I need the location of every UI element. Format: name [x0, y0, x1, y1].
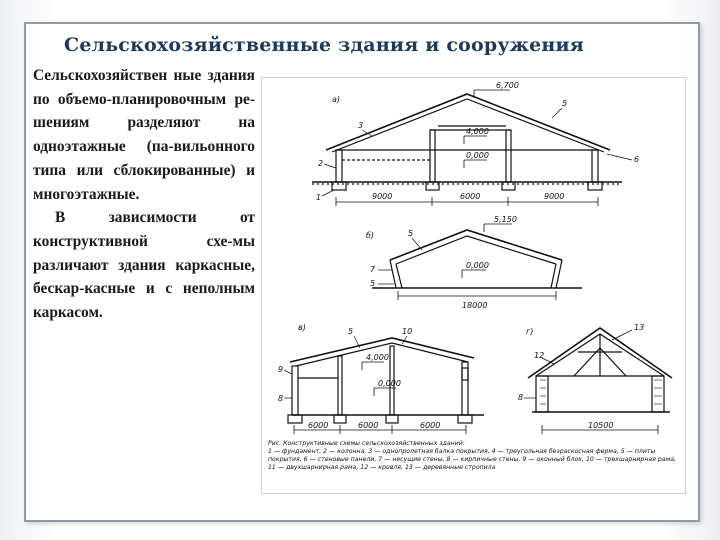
elevation-v-floor: 0,000: [378, 379, 401, 388]
elevation-a-floor: 0,000: [466, 151, 489, 160]
callout-10-v: 10: [402, 327, 413, 336]
elevation-a-top: 6,700: [496, 81, 519, 90]
callout-3-a: 3: [358, 121, 364, 130]
callout-9-v: 9: [278, 365, 284, 374]
callout-7-b: 7: [370, 265, 376, 274]
elevation-v-mid: 4,000: [366, 353, 389, 362]
scheme-v-label: в): [298, 323, 306, 332]
span-a2: 6000: [460, 192, 481, 201]
caption-title: Рис. Конструктивные схемы сельскохозяйственных зданий:: [268, 440, 465, 447]
drawings-svg: [262, 78, 685, 493]
span-v1: 6000: [308, 421, 329, 430]
paragraph-structural-schemes: В зависимости от конструктивной схе-мы различают здания каркасные, бескар-касные и с неполным каркасом.: [33, 209, 255, 322]
span-b: 18000: [462, 301, 488, 310]
callout-5-b2: 5: [370, 279, 376, 288]
callout-5-a: 5: [562, 99, 568, 108]
callout-12-g: 12: [534, 351, 545, 360]
paragraph-building-types: Сельскохозяйствен ные здания по объемо-планировочным ре-шениям разделяют на одноэтажные (па-вильонного типа или сблокированные) и многоэтажные.: [33, 67, 255, 203]
span-a1: 9000: [372, 192, 393, 201]
callout-6-a: 6: [634, 155, 640, 164]
elevation-b-floor: 0,000: [466, 261, 489, 270]
scheme-b-label: б): [366, 231, 375, 240]
figure-caption: [268, 440, 680, 472]
span-v3: 6000: [420, 421, 441, 430]
scheme-g-drawing: [528, 328, 672, 434]
caption-legend: 1 — фундамент, 2 — колонна, 3 — однопролетная балка покрытия, 4 — треугольная безраскосная ферма, 5 — плиты покрытия, 6 — стеновые панели, 7 — несущие стены, 8 — кирпичные стены, 9 — оконный блок, 10 — трехшарнирная рама, 11 — двухшарнирная рама, 12 — кровля, 13 — деревянные стропила: [268, 448, 676, 471]
scheme-g-label: г): [526, 327, 534, 336]
slide-title: Сельскохозяйственные здания и сооружения: [64, 34, 585, 56]
callout-5-v: 5: [348, 327, 354, 336]
scheme-a-drawing: [312, 90, 622, 206]
span-a3: 9000: [544, 192, 565, 201]
scheme-a-label: а): [332, 95, 341, 104]
elevation-a-mid: 4,000: [466, 127, 489, 136]
span-v2: 6000: [358, 421, 379, 430]
callout-2-a: 2: [318, 159, 324, 168]
span-g: 10500: [588, 421, 614, 430]
callout-5-b: 5: [408, 229, 414, 238]
callout-8-v: 8: [278, 394, 284, 403]
structural-schemes-figure: [261, 77, 686, 494]
callout-1-a: 1: [316, 193, 322, 202]
callout-13-g: 13: [634, 323, 645, 332]
elevation-b-top: 5,150: [494, 215, 517, 224]
callout-8-g: 8: [518, 393, 524, 402]
body-text: [33, 64, 255, 325]
